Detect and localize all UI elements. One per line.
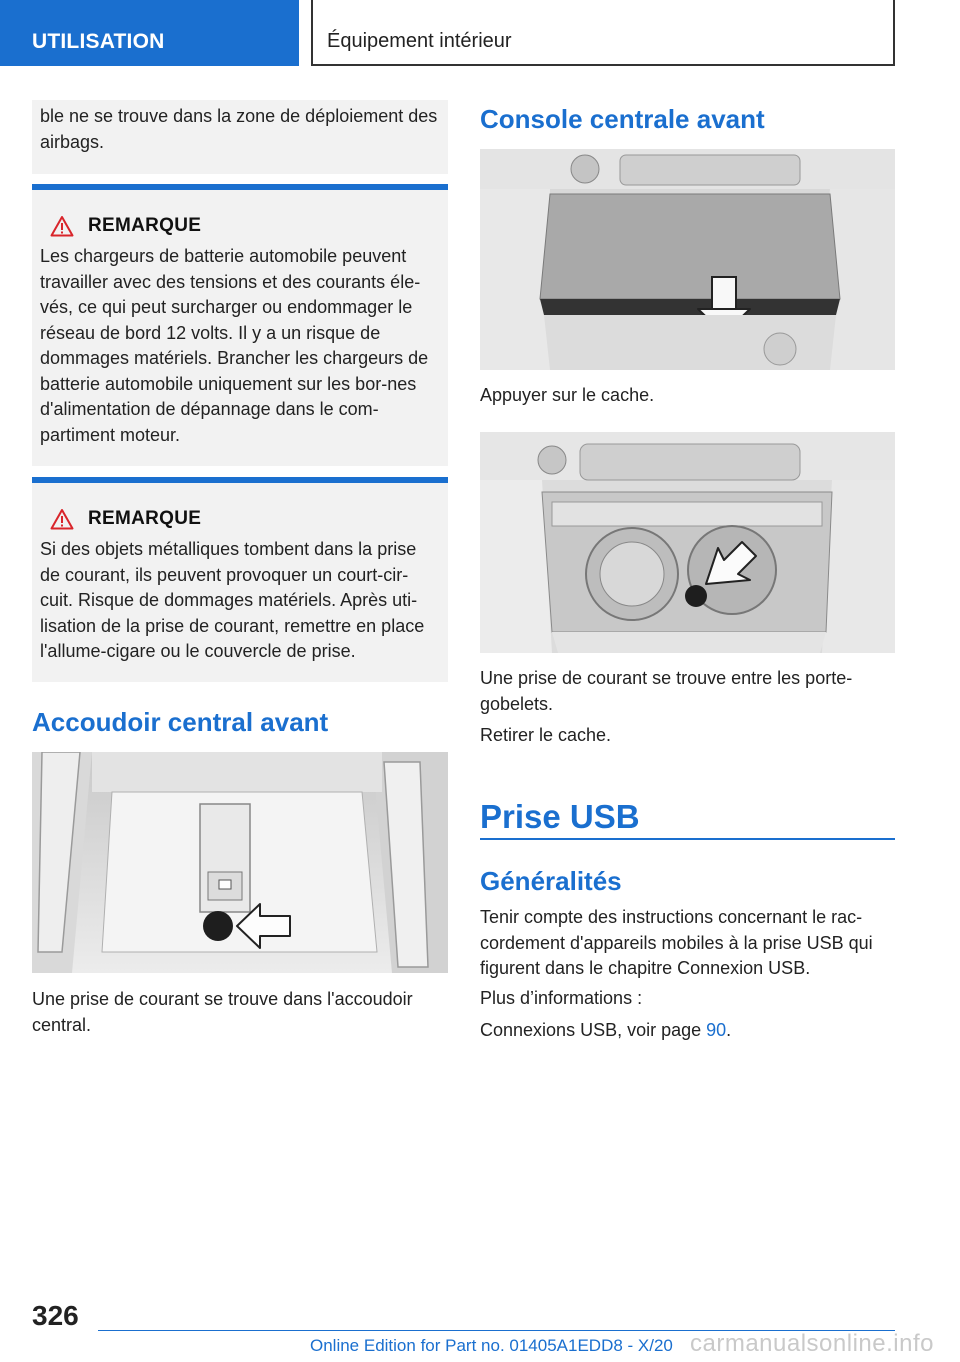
armrest-heading: Accoudoir central avant: [32, 707, 329, 737]
note-title: REMARQUE: [88, 215, 202, 236]
note-body: Les chargeurs de batterie automobile peuvent travailler avec des tensions et des courants éle‐vés, ce qui peut surcharger ou endommager le réseau de bord 12 volts. Il y a un risque de dommages matériels. Brancher les chargeurs de batterie automobile uniquement sur les bor‐nes d'alimentation de dépannage dans le com‐partiment moteur.: [40, 246, 429, 445]
usb-reference: [480, 1018, 895, 1044]
cupholder-socket-image: [480, 432, 895, 653]
page-link[interactable]: 90: [706, 1020, 727, 1040]
caption-press-cover: Appuyer sur le cache.: [480, 385, 655, 405]
armrest-caption: Une prise de courant se trouve dans l'accoudoir central.: [32, 989, 413, 1035]
note-title: REMARQUE: [88, 508, 202, 529]
page-number: 326: [32, 1300, 79, 1331]
armrest-socket-image: [32, 752, 448, 973]
general-heading: Généralités: [480, 866, 622, 896]
section-title: UTILISATION: [32, 30, 165, 53]
reference-text: Connexions USB, voir page: [480, 1020, 707, 1040]
warning-note-1: [32, 184, 448, 466]
continued-text: ble ne se trouve dans la zone de déploiement des airbags.: [40, 106, 438, 152]
chapter-tab: [311, 0, 895, 66]
caption-socket-between: Une prise de courant se trouve entre les porte-gobelets.: [480, 668, 853, 714]
watermark-text: carmanualsonline.info: [690, 1330, 934, 1357]
reference-end: .: [726, 1020, 732, 1040]
edition-text: Online Edition for Part no. 01405A1EDD8 - X/20: [310, 1336, 673, 1355]
more-info-label: Plus d’informations :: [480, 988, 643, 1008]
chapter-title: Équipement intérieur: [327, 30, 512, 52]
usb-heading: Prise USB: [480, 798, 640, 835]
general-body: Tenir compte des instructions concernant le rac‐cordement d'appareils mobiles à la prise USB qui figurent dans le chapitre Connexion USB.: [480, 907, 873, 978]
console-cover-image: [480, 149, 895, 370]
note-body: Si des objets métalliques tombent dans la prise de courant, ils peuvent provoquer un court-cir‐cuit. Risque de dommages matériels. Après uti‐lisation de la prise de courant, remettre en place l'allume-cigare ou le couvercle de prise.: [40, 539, 425, 661]
warning-triangle-icon: [50, 508, 74, 530]
warning-triangle-icon: [50, 215, 74, 237]
section-tab: [0, 0, 299, 66]
continued-text-box: [32, 100, 448, 174]
console-heading: Console centrale avant: [480, 104, 765, 134]
warning-note-2: [32, 477, 448, 682]
heading-rule: [480, 838, 895, 840]
caption-remove-cover: Retirer le cache.: [480, 725, 612, 745]
